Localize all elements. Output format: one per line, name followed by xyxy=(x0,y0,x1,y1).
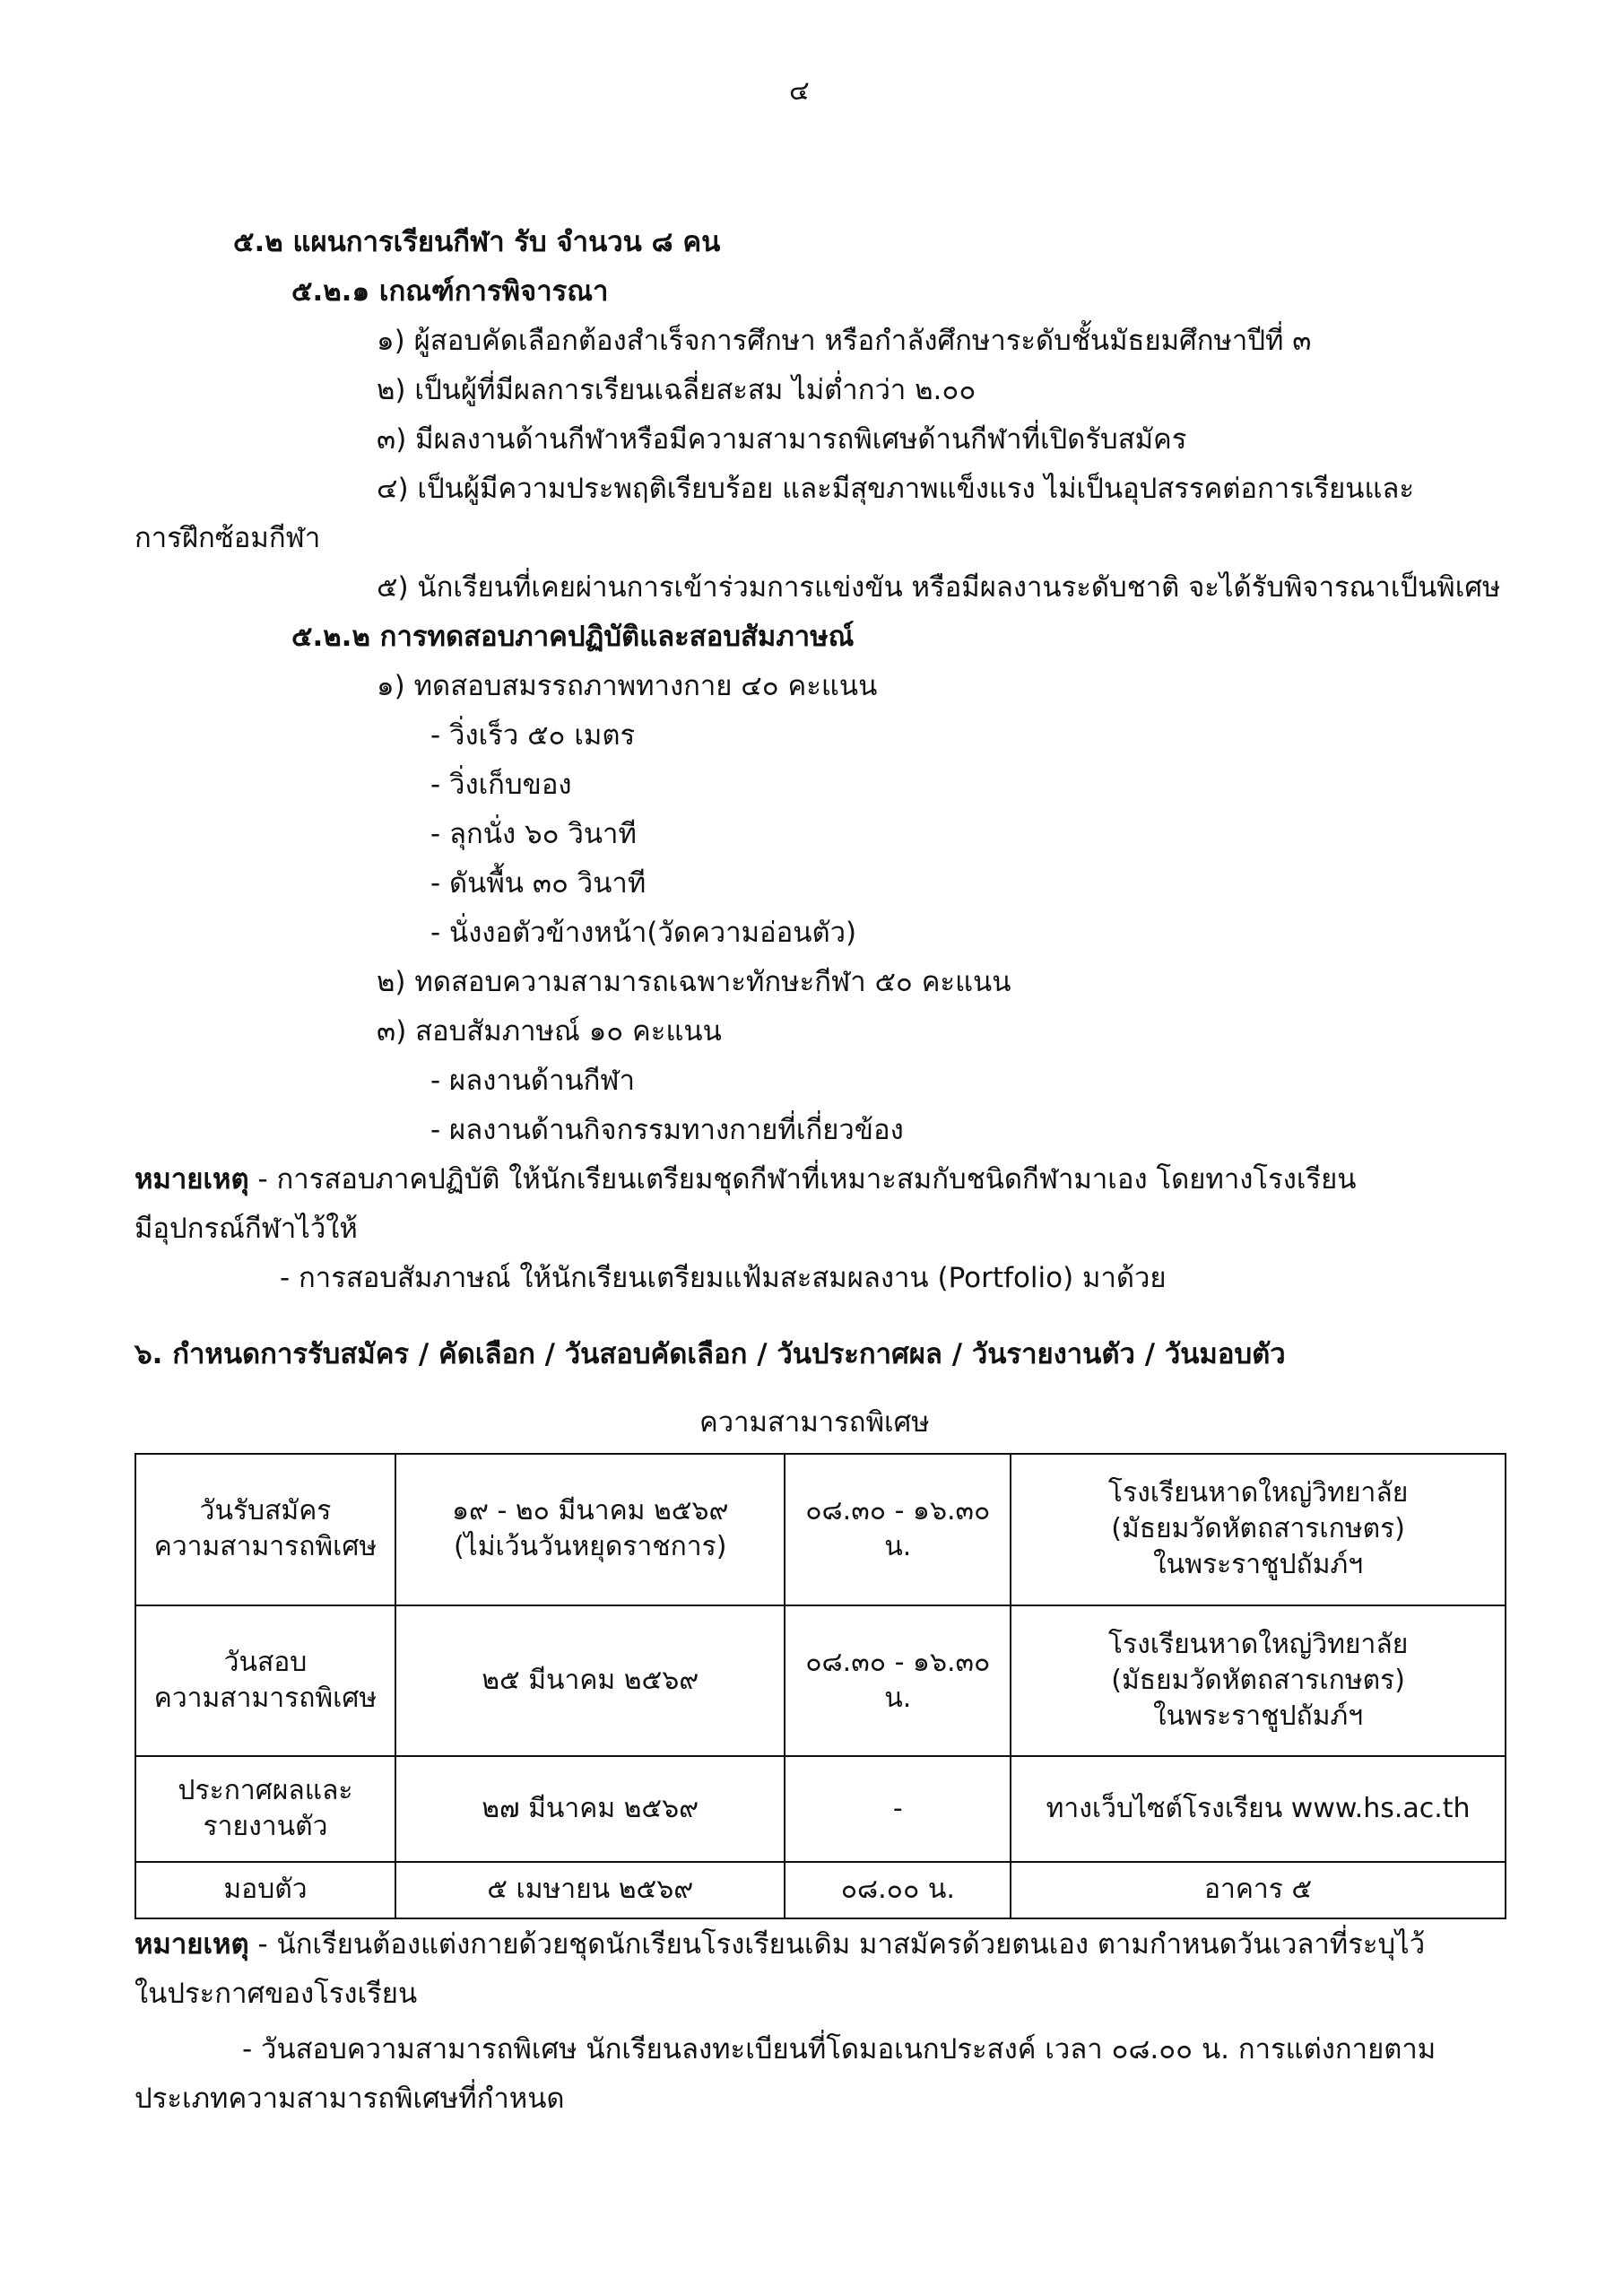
section-6-heading: ๖. กำหนดการรับสมัคร / คัดเลือก / วันสอบคัดเลือก / วันประกาศผล / วันรายงานตัว / วันมอบตัว xyxy=(135,1338,1286,1370)
note-2-line-1 xyxy=(135,1926,1425,1962)
criteria-item-2: ๒) เป็นผู้ที่มีผลการเรียนเฉลี่ยสะสม ไม่ต่ำกว่า ๒.๐๐ xyxy=(377,374,976,406)
note-1-line-3: - การสอบสัมภาษณ์ ให้นักเรียนเตรียมแฟ้มสะสมผลงาน (Portfolio) มาด้วย xyxy=(280,1262,1167,1294)
place-cell: โรงเรียนหาดใหญ่วิทยาลัย (มัธยมวัดหัตถสารเกษตร) ในพระราชูปถัมภ์ฯ xyxy=(1011,1605,1506,1757)
note-text: - การสอบภาคปฏิบัติ ให้นักเรียนเตรียมชุดกีฬาที่เหมาะสมกับชนิดกีฬามาเอง โดยทางโรงเรียน xyxy=(248,1163,1357,1196)
table-row xyxy=(135,1454,1506,1605)
criteria-item-1: ๑) ผู้สอบคัดเลือกต้องสำเร็จการศึกษา หรือกำลังศึกษาระดับชั้นมัธยมศึกษาปีที่ ๓ xyxy=(377,325,1312,357)
event-cell: มอบตัว xyxy=(135,1862,395,1918)
test-1-item: - ดันพื้น ๓๐ วินาที xyxy=(430,867,647,900)
test-2: ๒) ทดสอบความสามารถเฉพาะทักษะกีฬา ๕๐ คะแนน xyxy=(377,966,1011,998)
time-cell: ๐๘.๐๐ น. xyxy=(785,1862,1011,1918)
note-text: - นักเรียนต้องแต่งกายด้วยชุดนักเรียนโรงเรียนเดิม มาสมัครด้วยตนเอง ตามกำหนดวันเวลาที่ระบุไว้ xyxy=(248,1928,1426,1961)
time-cell: ๐๘.๓๐ - ๑๖.๓๐ น. xyxy=(785,1605,1011,1757)
criteria-heading: ๕.๒.๑ เกณฑ์การพิจารณา xyxy=(291,275,609,308)
test-3: ๓) สอบสัมภาษณ์ ๑๐ คะแนน xyxy=(377,1015,722,1048)
test-1-item: - วิ่งเร็ว ๕๐ เมตร xyxy=(430,719,636,752)
note-label: หมายเหตุ xyxy=(135,1163,249,1196)
test-1-item: - วิ่งเก็บของ xyxy=(430,769,572,801)
table-caption: ความสามารถพิเศษ xyxy=(699,1406,930,1439)
time-cell: - xyxy=(785,1756,1011,1861)
test-1-item: - ลุกนั่ง ๖๐ วินาที xyxy=(430,818,637,850)
test-1-item: - นั่งงอตัวข้างหน้า(วัดความอ่อนตัว) xyxy=(430,917,857,949)
note-2-line-2: ในประกาศของโรงเรียน xyxy=(135,1978,418,2010)
place-cell: โรงเรียนหาดใหญ่วิทยาลัย (มัธยมวัดหัตถสารเกษตร) ในพระราชูปถัมภ์ฯ xyxy=(1011,1454,1506,1605)
test-heading: ๕.๒.๒ การทดสอบภาคปฏิบัติและสอบสัมภาษณ์ xyxy=(291,621,855,653)
date-cell: ๒๗ มีนาคม ๒๕๖๙ xyxy=(395,1756,785,1861)
note-2-line-3: - วันสอบความสามารถพิเศษ นักเรียนลงทะเบียนที่โดมอเนกประสงค์ เวลา ๐๘.๐๐ น. การแต่งกายตาม xyxy=(242,2033,1436,2066)
date-cell: ๒๕ มีนาคม ๒๕๖๙ xyxy=(395,1605,785,1757)
test-3-item: - ผลงานด้านกีฬา xyxy=(430,1065,636,1097)
schedule-table xyxy=(135,1453,1506,1919)
test-1: ๑) ทดสอบสมรรถภาพทางกาย ๔๐ คะแนน xyxy=(377,670,878,702)
date-cell: ๑๙ - ๒๐ มีนาคม ๒๕๖๙ (ไม่เว้นวันหยุดราชการ) xyxy=(395,1454,785,1605)
criteria-item-4-cont: การฝึกซ้อมกีฬา xyxy=(135,522,321,554)
table-row xyxy=(135,1862,1506,1918)
event-cell: ประกาศผลและ รายงานตัว xyxy=(135,1756,395,1861)
criteria-item-3: ๓) มีผลงานด้านกีฬาหรือมีความสามารถพิเศษด้านกีฬาที่เปิดรับสมัคร xyxy=(377,423,1187,456)
event-cell: วันสอบ ความสามารถพิเศษ xyxy=(135,1605,395,1757)
date-cell: ๕ เมษายน ๒๕๖๙ xyxy=(395,1862,785,1918)
criteria-item-4: ๔) เป็นผู้มีความประพฤติเรียบร้อย และมีสุขภาพแข็งแรง ไม่เป็นอุปสรรคต่อการเรียนและ xyxy=(377,473,1415,505)
place-cell: ทางเว็บไซต์โรงเรียน www.hs.ac.th xyxy=(1011,1756,1506,1861)
place-cell: อาคาร ๕ xyxy=(1011,1862,1506,1918)
test-3-item: - ผลงานด้านกิจกรรมทางกายที่เกี่ยวข้อง xyxy=(430,1114,904,1146)
page-number: ๔ xyxy=(789,75,810,107)
note-2-line-4: ประเภทความสามารถพิเศษที่กำหนด xyxy=(135,2083,565,2115)
event-cell: วันรับสมัคร ความสามารถพิเศษ xyxy=(135,1454,395,1605)
table-row xyxy=(135,1605,1506,1757)
criteria-item-5: ๕) นักเรียนที่เคยผ่านการเข้าร่วมการแข่งขัน หรือมีผลงานระดับชาติ จะได้รับพิจารณาเป็นพิเศษ xyxy=(377,571,1501,604)
table-row xyxy=(135,1756,1506,1861)
section-5-2-heading: ๕.๒ แผนการเรียนกีฬา รับ จำนวน ๘ คน xyxy=(233,226,721,258)
note-1-line-1 xyxy=(135,1161,1356,1197)
time-cell: ๐๘.๓๐ - ๑๖.๓๐ น. xyxy=(785,1454,1011,1605)
note-1-line-2: มีอุปกรณ์กีฬาไว้ให้ xyxy=(135,1213,358,1245)
note-label: หมายเหตุ xyxy=(135,1928,249,1961)
